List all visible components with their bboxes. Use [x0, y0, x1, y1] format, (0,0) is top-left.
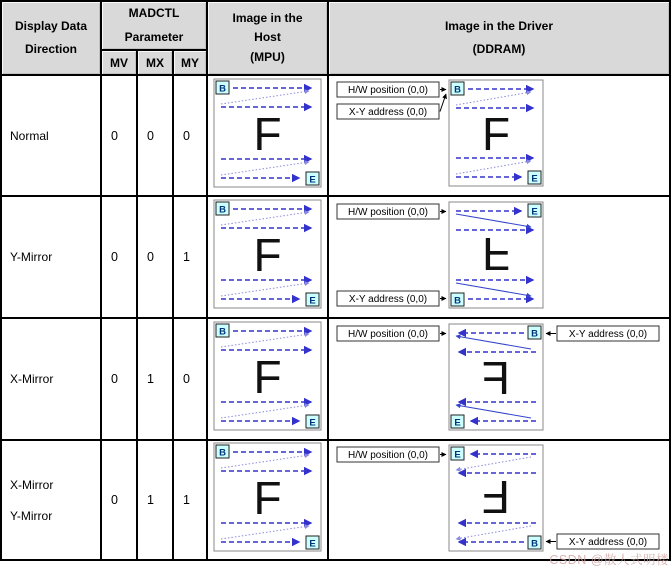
header-text: Direction	[24, 42, 77, 56]
scan-diagram	[208, 197, 327, 314]
begin-marker	[451, 293, 464, 307]
begin-marker	[528, 536, 541, 550]
header-mv: MV	[102, 51, 138, 76]
ddram-image-diagram	[329, 197, 667, 319]
end-marker	[528, 204, 541, 218]
svg-text:E: E	[309, 538, 316, 550]
xy-address-label	[546, 534, 659, 549]
svg-text:H/W position (0,0): H/W position (0,0)	[347, 449, 429, 461]
direction-cell-xy-mirror	[2, 441, 102, 559]
host-image-diagram	[208, 319, 327, 441]
direction-cell-x-mirror	[2, 319, 102, 441]
svg-text:E: E	[309, 417, 316, 429]
sample-glyph-f: F	[481, 108, 511, 160]
begin-marker	[216, 445, 229, 459]
mx-value: 1	[138, 441, 174, 559]
host-image-cell	[208, 76, 329, 197]
end-marker	[306, 293, 319, 307]
svg-text:E: E	[309, 295, 316, 307]
xy-address-label	[337, 94, 446, 119]
sample-glyph-f: F	[253, 351, 282, 403]
hw-position-label	[337, 82, 446, 97]
svg-text:B: B	[531, 328, 538, 339]
header-text: Display Data	[14, 18, 88, 33]
end-marker	[451, 415, 464, 429]
begin-marker	[451, 82, 464, 96]
scan-diagram	[208, 76, 327, 193]
host-image-cell	[208, 441, 329, 559]
header-mx: MX	[138, 51, 174, 76]
hw-position-label	[337, 326, 446, 341]
svg-text:E: E	[309, 174, 316, 185]
my-value: 0	[174, 319, 208, 441]
begin-marker	[216, 324, 229, 338]
svg-text:X-Y address (0,0): X-Y address (0,0)	[348, 107, 428, 118]
my-value: 0	[174, 76, 208, 197]
end-marker	[528, 171, 541, 185]
header-madctl-parameter	[102, 2, 208, 51]
sample-glyph-f: F	[481, 351, 511, 404]
direction-label: X-Mirror	[10, 477, 54, 492]
svg-text:B: B	[454, 84, 461, 96]
direction-cell-y-mirror	[2, 197, 102, 319]
svg-text:H/W position (0,0): H/W position (0,0)	[347, 85, 429, 96]
host-image-diagram	[208, 197, 327, 319]
mv-value: 0	[102, 319, 138, 441]
scan-diagram	[329, 76, 667, 193]
ddram-image-diagram	[329, 441, 667, 559]
end-marker	[306, 172, 319, 186]
scan-diagram	[208, 319, 327, 436]
ddram-image-cell	[329, 441, 669, 559]
header-text: Image in the	[232, 10, 303, 25]
begin-marker	[528, 326, 541, 340]
svg-text:B: B	[219, 204, 226, 216]
mx-value: 0	[138, 76, 174, 197]
svg-text:X-Y address (0,0): X-Y address (0,0)	[348, 293, 428, 305]
direction-label: Y-Mirror	[10, 508, 53, 523]
hw-position-label	[337, 447, 446, 462]
host-image-diagram	[208, 441, 327, 559]
scan-diagram	[208, 441, 327, 557]
my-value: 1	[174, 441, 208, 559]
svg-text:H/W position (0,0): H/W position (0,0)	[347, 206, 429, 218]
host-image-diagram	[208, 76, 327, 197]
mv-value: 0	[102, 441, 138, 559]
header-image-in-driver	[329, 2, 669, 76]
svg-text:E: E	[531, 206, 538, 217]
svg-text:B: B	[219, 83, 226, 94]
scan-diagram	[329, 441, 667, 558]
header-my: MY	[174, 51, 208, 76]
hw-position-label	[337, 204, 446, 219]
svg-text:B: B	[219, 326, 226, 338]
svg-text:B: B	[219, 447, 226, 459]
sample-glyph-f: F	[481, 227, 511, 280]
svg-text:B: B	[454, 295, 461, 306]
header-text: Image in the Driver	[444, 18, 554, 33]
xy-address-label	[546, 326, 659, 341]
scan-diagram	[329, 319, 667, 437]
header-display-data-direction	[2, 2, 102, 76]
svg-text:E: E	[454, 417, 461, 428]
begin-marker	[216, 202, 229, 216]
xy-address-label	[337, 291, 446, 306]
mx-value: 0	[138, 197, 174, 319]
end-marker	[306, 415, 319, 429]
ddram-image-diagram	[329, 319, 667, 441]
header-image-in-host	[208, 2, 329, 76]
my-value: 1	[174, 197, 208, 319]
sample-glyph-f: F	[253, 229, 282, 281]
ddram-image-cell	[329, 319, 669, 441]
header-text: MADCTL	[128, 6, 180, 21]
svg-text:X-Y address (0,0): X-Y address (0,0)	[568, 328, 648, 340]
begin-marker	[216, 81, 229, 95]
end-marker	[306, 536, 319, 550]
host-image-cell	[208, 197, 329, 319]
ddram-image-cell	[329, 197, 669, 319]
svg-text:X-Y address (0,0): X-Y address (0,0)	[568, 536, 648, 548]
direction-label: Normal	[10, 128, 49, 143]
header-text: (MPU)	[250, 49, 285, 64]
svg-text:H/W position (0,0): H/W position (0,0)	[347, 328, 429, 340]
header-text: Parameter	[124, 29, 184, 44]
ddram-image-diagram	[329, 76, 667, 197]
svg-text:E: E	[454, 449, 461, 460]
direction-cell-normal	[2, 76, 102, 197]
sample-glyph-f: F	[481, 470, 511, 523]
mv-value: 0	[102, 197, 138, 319]
svg-text:B: B	[531, 538, 538, 549]
mv-value: 0	[102, 76, 138, 197]
mx-value: 1	[138, 319, 174, 441]
header-text: Host	[254, 30, 281, 45]
sample-glyph-f: F	[253, 107, 282, 160]
header-text: (DDRAM)	[472, 42, 526, 56]
svg-text:E: E	[531, 173, 538, 185]
sample-glyph-f: F	[253, 472, 282, 524]
end-marker	[451, 447, 464, 461]
scan-diagram	[329, 197, 667, 315]
direction-label: Y-Mirror	[10, 250, 53, 264]
host-image-cell	[208, 319, 329, 441]
csdn-watermark: CSDN @散人式明楼	[549, 553, 669, 567]
ddram-image-cell	[329, 76, 669, 197]
direction-label: X-Mirror	[10, 372, 54, 386]
